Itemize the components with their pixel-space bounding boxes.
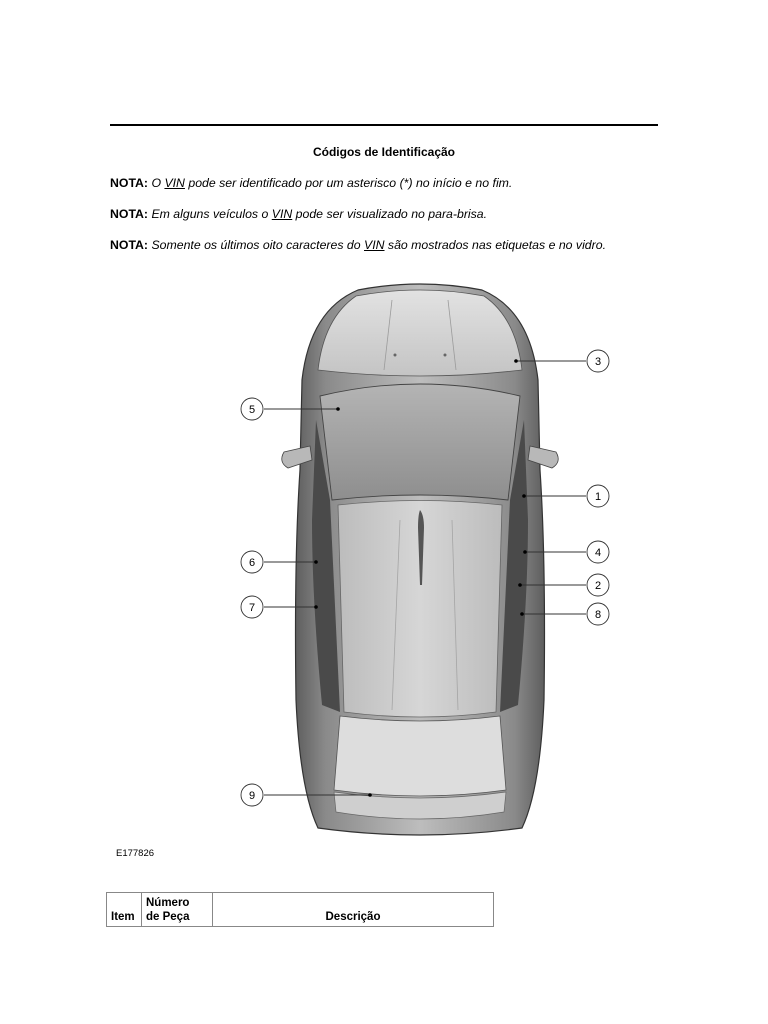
vin-term: VIN [164,176,185,190]
vin-term: VIN [364,238,385,252]
note-label: NOTA: [110,207,149,221]
note-label: NOTA: [110,176,149,190]
note-text-pre: Somente os últimos oito caracteres do [148,238,365,252]
note-2 [110,207,487,221]
trunk [334,716,506,796]
callout-label: 2 [594,580,602,592]
note-text-pre: Em alguns veículos o [148,207,272,221]
top-rule [110,124,658,126]
table-header-row [107,893,494,927]
note-text-post: pode ser identificado por um asterisco (*) no início e no fim. [184,176,513,190]
note-label: NOTA: [110,238,149,252]
header-description: Descrição [213,893,494,927]
vehicle-top-view-figure [0,270,768,860]
callout-label: 1 [594,491,602,503]
note-1 [110,176,512,190]
callout-label: 7 [248,602,256,614]
note-text-pre: O [148,176,165,190]
header-part-number [142,893,213,927]
callout-label: 6 [248,557,256,569]
header-item: Item [107,893,142,927]
windshield [320,384,520,500]
callout-label: 5 [248,404,256,416]
vin-term: VIN [271,207,293,221]
figure-code: E177826 [116,848,155,859]
note-text-post: pode ser visualizado no para-brisa. [292,207,488,221]
note-text-post: são mostrados nas etiquetas e no vidro. [384,238,606,252]
callout-label: 3 [594,356,602,368]
section-title: Códigos de Identificação [312,145,456,159]
header-part-number-line2: de Peça [146,911,190,923]
callout-label: 8 [594,609,602,621]
callout-label: 9 [248,790,256,802]
parts-table [106,892,494,927]
hood [318,290,522,376]
header-part-number-line1: Número [146,897,190,909]
note-3 [110,238,606,252]
callout-label: 4 [594,547,602,559]
